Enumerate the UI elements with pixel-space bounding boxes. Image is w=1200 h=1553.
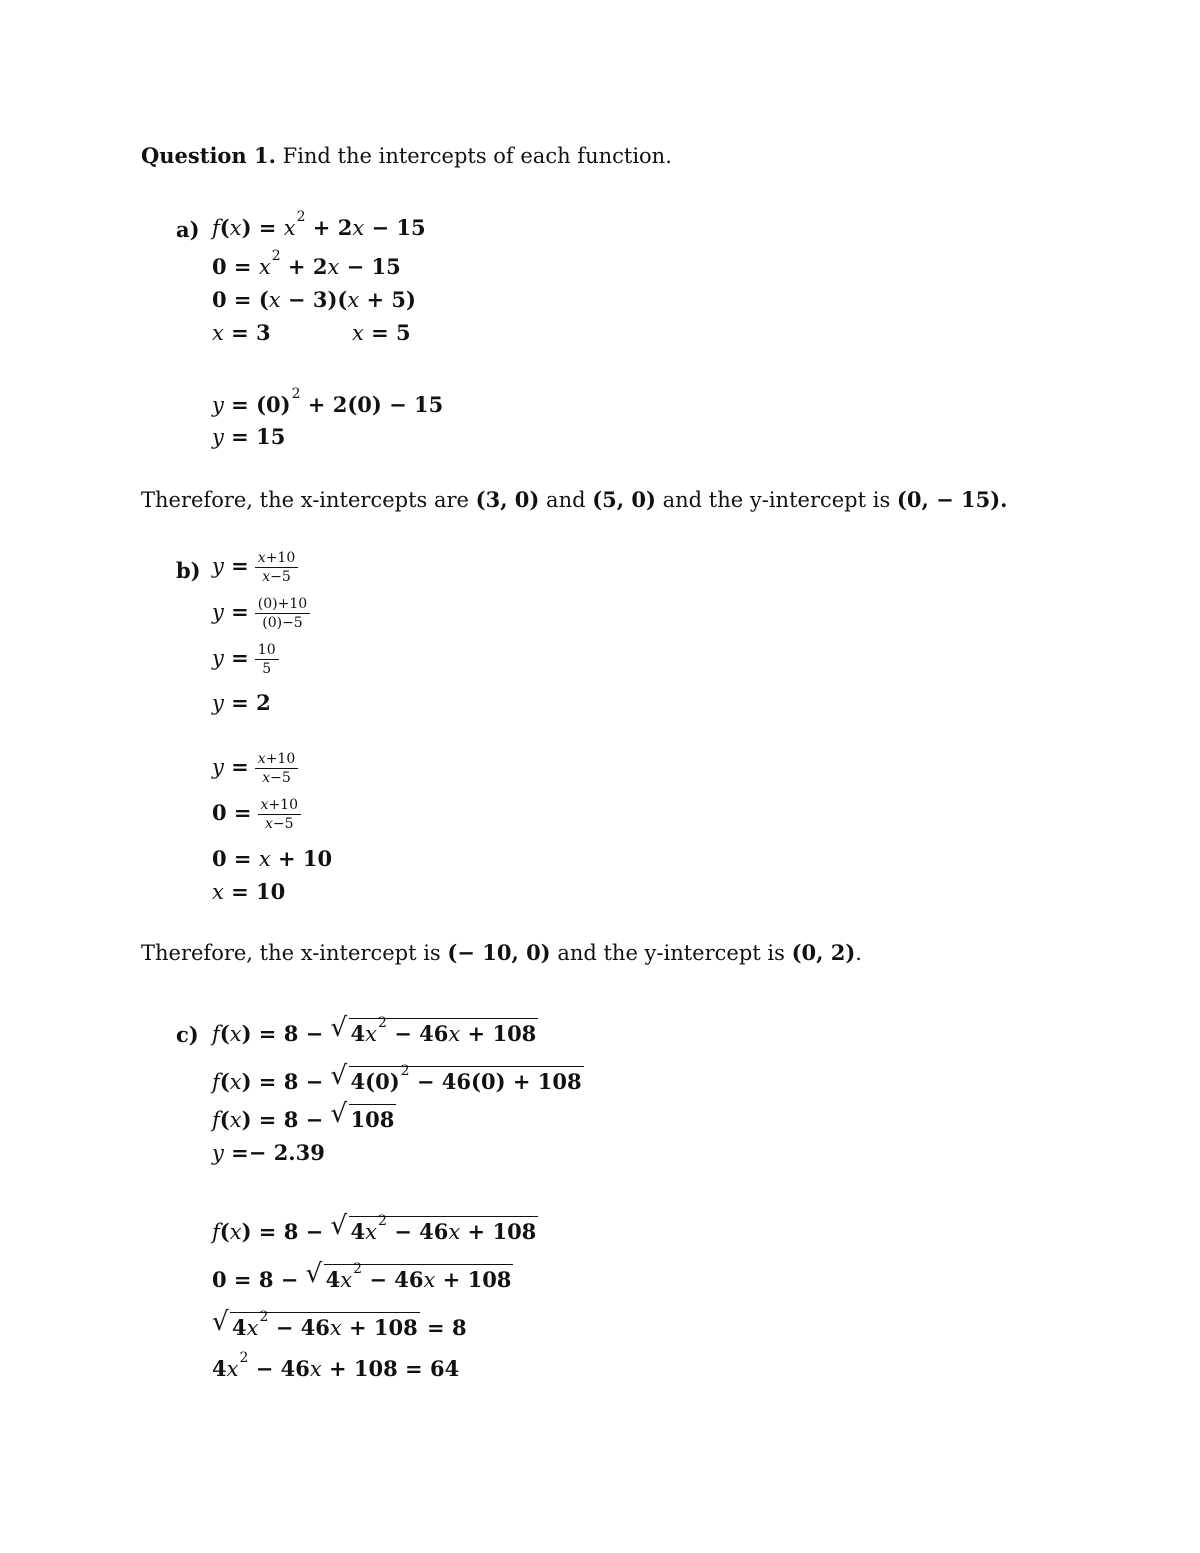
part-b-line-4: y = 2: [212, 690, 271, 715]
part-a-conclusion-mid: and the y-intercept is: [662, 488, 891, 512]
part-c-line-6: 0 = 8 − √ $4x^2 - 46x + 108$: [212, 1259, 512, 1292]
part-a-and: and: [546, 488, 586, 512]
part-a-line-6: $y = (0)^2 + 2(0) - 15$: [212, 386, 444, 417]
part-c-line-4: y =− 2.39: [212, 1140, 325, 1165]
part-b-label: b): [176, 558, 201, 583]
question-prompt: Find the intercepts of each function.: [282, 144, 672, 168]
part-b-line-1: y = $\frac{x+10}{x-5}$: [212, 549, 298, 586]
part-c-label: c): [176, 1022, 199, 1047]
part-a-conclusion: [141, 487, 1007, 512]
part-a-y-intercept: (0, − 15).: [896, 487, 1008, 512]
part-c-line-7: √ $4x^2 - 46x + 108 = 8$: [212, 1307, 467, 1340]
part-b-line-7: 0 = x + 10: [212, 846, 333, 871]
part-c-line-2: f(x) = 8 − √ $4(0)^2 - 46(0) + 108$: [212, 1061, 582, 1094]
part-b-line-6: 0 = $\frac{x+10}{x-5}$: [212, 796, 301, 833]
part-c-line-1: f(x) = 8 − √ $4x^2 - 46x + 108$: [212, 1013, 537, 1046]
part-b-conclusion-prefix: Therefore, the x-intercept is: [141, 941, 441, 965]
part-b-conclusion-end: .: [855, 941, 862, 965]
part-c-line-3: f(x) = 8 − √ 108: [212, 1099, 395, 1132]
part-a-line-4: x = 3: [212, 320, 271, 345]
part-a-line-5: x = 5: [352, 320, 411, 345]
part-a-conclusion-prefix: Therefore, the x-intercepts are: [141, 488, 469, 512]
question-heading: [141, 143, 672, 168]
part-a-x-intercept-2: (5, 0): [592, 487, 656, 512]
part-c-line-5: f(x) = 8 − √ $4x^2 - 46x + 108$: [212, 1211, 537, 1244]
part-a-x-intercept-1: (3, 0): [475, 487, 540, 512]
part-b-line-8: x = 10: [212, 879, 286, 904]
question-label: Question 1.: [141, 143, 276, 168]
part-b-line-5: y = $\frac{x+10}{x-5}$: [212, 750, 298, 787]
part-b-y-intercept: (0, 2): [791, 940, 856, 965]
part-b-conclusion-mid: and the y-intercept is: [557, 941, 785, 965]
part-a-line-7: y = 15: [212, 424, 286, 449]
part-a-label: a): [176, 217, 200, 242]
part-c-line-8: $4x^2 - 46x + 108 = 64$: [212, 1350, 460, 1381]
part-a-line-3: 0 = (x − 3)(x + 5): [212, 287, 416, 312]
part-b-x-intercept: (− 10, 0): [447, 940, 551, 965]
part-b-line-3: y = $\frac{10}{5}$: [212, 641, 279, 678]
part-a-line-2: $0 = x^2 + 2x - 15$: [212, 248, 401, 279]
part-b-line-2: y = $\frac{(0)+10}{(0)-5}$: [212, 595, 310, 632]
part-b-conclusion: [141, 940, 862, 965]
part-a-line-1: $f(x) = x^2 + 2x - 15$: [212, 209, 426, 240]
